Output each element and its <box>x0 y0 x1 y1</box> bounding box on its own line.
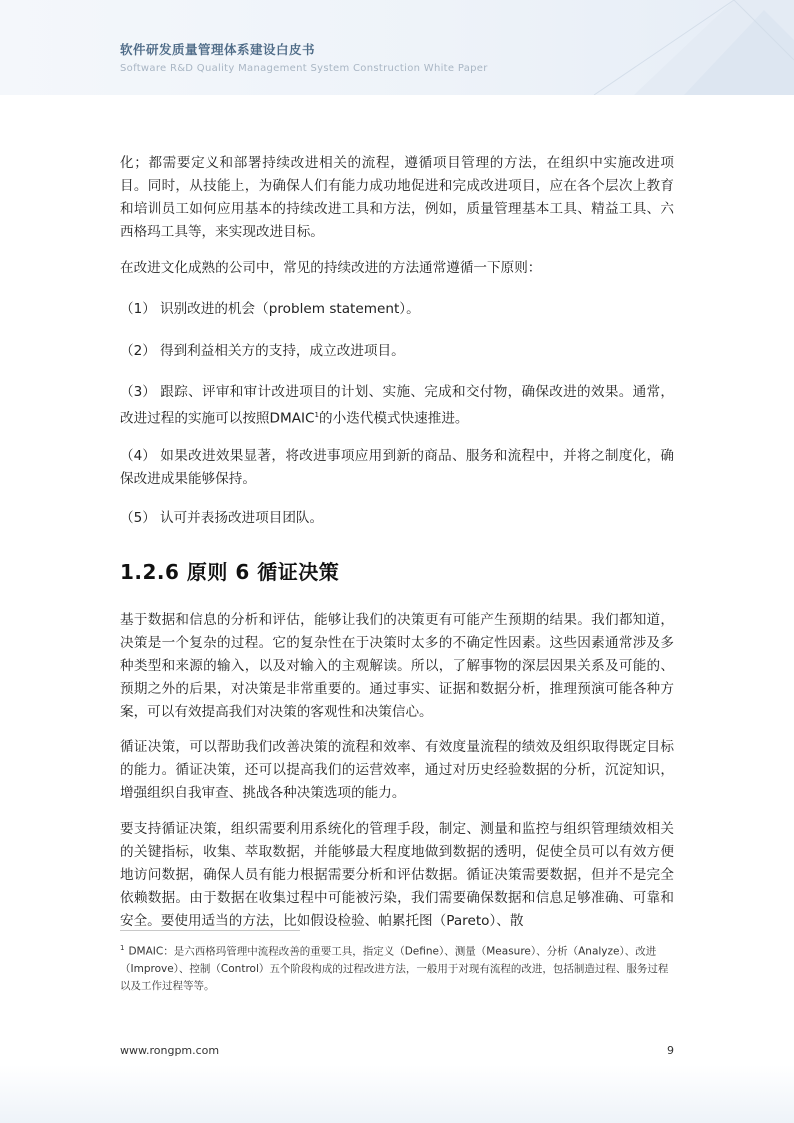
list-number: （3） <box>120 384 156 400</box>
list-item <box>120 298 674 321</box>
section-paragraph: 循证决策，可以帮助我们改善决策的流程和效率、有效度量流程的绩效及组织取得既定目标的能力。循证决策，还可以提高我们的运营效率，通过对历史经验数据的分析，沉淀知识，增强组织自我审查、挑战各种决策选项的能力。 <box>120 739 674 801</box>
page-number: 9 <box>667 1044 674 1057</box>
footnote-separator <box>120 930 300 931</box>
list-text: 跟踪、评审和审计改进项目的计划、实施、完成和交付物，确保改进的效果。通常，改进过程的实施可以按照DMAIC <box>120 384 674 427</box>
document-subtitle: Software R&D Quality Management System Construction White Paper <box>120 63 488 74</box>
list-item <box>120 340 674 363</box>
document-title: 软件研发质量管理体系建设白皮书 <box>120 42 316 57</box>
footer-website[interactable]: www.rongpm.com <box>120 1044 220 1057</box>
list-text: 认可并表扬改进项目团队。 <box>160 510 324 526</box>
footnote-reference[interactable]: 1 <box>314 411 319 419</box>
list-text-continued: 的小迭代模式快速推进。 <box>319 410 469 427</box>
list-item <box>120 445 674 491</box>
footnote-text: DMAIC：是六西格玛管理中流程改善的重要工具，指定义（Define）、测量（Measure）、分析（Analyze）、改进（Improve）、控制（Control）五个阶段构成的过程改进方法，一般用于对现有流程的改进，包括制造过程、服务过程以及工作过程等等。 <box>120 945 669 992</box>
section-paragraph: 基于数据和信息的分析和评估，能够让我们的决策更有可能产生预期的结果。我们都知道，决策是一个复杂的过程。它的复杂性在于决策时太多的不确定性因素。这些因素通常涉及多种类型和来源的输入，以及对输入的主观解读。所以，了解事物的深层因果关系及可能的、预期之外的后果，对决策是非常重要的。通过事实、证据和数据分析，推理预演可能各种方案，可以有效提高我们对决策的客观性和决策信心。 <box>120 612 674 720</box>
list-item <box>120 507 674 530</box>
section-paragraph: 要支持循证决策，组织需要利用系统化的管理手段，制定、测量和监控与组织管理绩效相关的关键指标，收集、萃取数据，并能够最大程度地做到数据的透明，促使全员可以有效方便地访问数据，确保人员有能力根据需要分析和评估数据。循证决策需要数据，但并不是完全依赖数据。由于数据在收集过程中可能被污染，我们需要确保数据和信息足够准确、可靠和安全。要使用适当的方法，比如假设检验、帕累托图（Pareto）、散 <box>120 821 674 929</box>
header-decoration <box>534 0 794 95</box>
list-text: 如果改进效果显著，将改进事项应用到新的商品、服务和流程中，并将之制度化，确保改进成果能够保持。 <box>120 448 674 487</box>
list-text: 得到利益相关方的支持，成立改进项目。 <box>160 343 405 359</box>
section-heading: 1.2.6 原则 6 循证决策 <box>120 560 340 584</box>
intro-paragraph: 化；都需要定义和部署持续改进相关的流程，遵循项目管理的方法，在组织中实施改进项目。同时，从技能上，为确保人们有能力成功地促进和完成改进项目，应在各个层次上教育和培训员工如何应用基本的持续改进工具和方法，例如，质量管理基本工具、精益工具、六西格玛工具等，来实现改进目标。 <box>120 155 674 240</box>
list-number: （5） <box>120 510 156 526</box>
page-footer-band <box>0 1065 794 1123</box>
footnote <box>120 940 674 995</box>
list-number: （2） <box>120 343 156 359</box>
list-text: 识别改进的机会（problem statement）。 <box>160 301 420 317</box>
principles-intro: 在改进文化成熟的公司中，常见的持续改进的方法通常遵循一下原则： <box>120 260 542 276</box>
list-item <box>120 381 674 431</box>
footnote-mark: 1 <box>120 944 125 952</box>
list-number: （1） <box>120 301 156 317</box>
list-number: （4） <box>120 448 156 464</box>
